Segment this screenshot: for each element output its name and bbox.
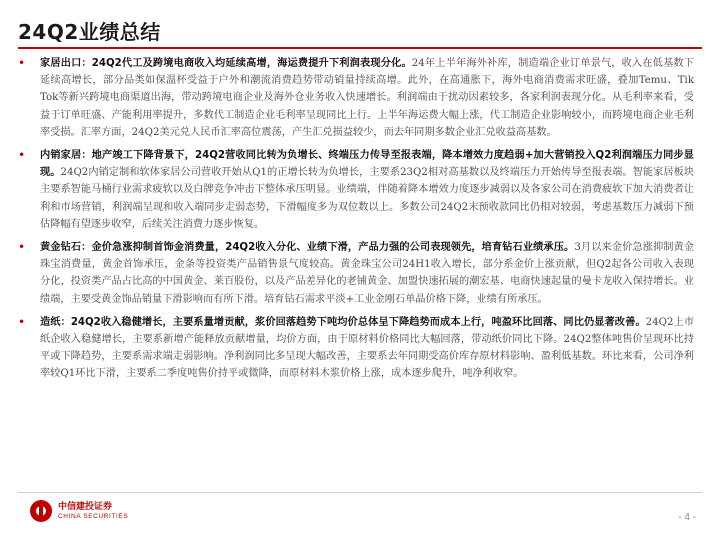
logo-en: CHINA SECURITIES [58,512,129,520]
bullet-lead: 家居出口：24Q2代工及跨境电商收入均延续高增，海运费提升下利润表现分化。 [40,58,412,69]
logo-text [58,502,128,521]
company-logo [30,500,128,522]
logo-cn: 中信建投证券 [58,501,113,512]
bullet-lead: 黄金钻石：金价急涨抑制首饰金消费量，24Q2收入分化、业绩下滑，产品力强的公司表现领先，培育钻石业绩承压。 [40,242,575,254]
page-title: 24Q2业绩总结 [18,20,161,44]
bullet-paragraph [40,147,694,233]
bullet-item [14,314,694,383]
bullet-item [14,239,694,308]
bullet-icon: • [18,314,26,329]
bullet-paragraph [40,239,694,308]
bullet-body: 24Q2内销定制和软体家居公司营收开始从Q1的正增长转为负增长，主要系23Q2相对高基数以及终端压力开始传导至报表端。智能家居板块主要系智能马桶行业需求疲软以及白牌竞争冲击下整体承压明显。业绩端，伴随着降本增效力度逐步减弱以及各家公司在消费疲软下加大消费者让利和市场营销，利润端呈现和收入端同步走弱态势，下滑幅度多为双位数以上。多数公司24Q2末预收款同比仍相对较弱，考虑基数压力减弱下预估降幅有望逐步收窄，后续关注消费力逐步恢复。 [40,167,695,230]
bullet-lead: 造纸：24Q2收入稳健增长，主要系量增贡献，浆价回落趋势下吨均价总体呈下降趋势而成本上行，吨盈环比回落、同比仍显著改善。 [40,316,646,328]
bullet-lead: 内销家居：地产竣工下降背景下，24Q2营收同比转为负增长、终端压力传导至报表端，降本增效力度趋弱+加大营销投入Q2利润端压力同步显现。 [40,150,694,179]
footer-divider [18,492,702,493]
bullet-paragraph [40,55,694,141]
content-area [14,55,694,389]
bullet-icon: • [18,56,26,70]
bullet-icon: • [18,240,26,255]
bullet-icon: • [18,148,26,163]
bullet-body: 3月以来金价急涨抑制黄金珠宝消费量，黄金首饰承压，金条等投资类产品销售景气度较高。黄金珠宝公司24H1收入增长，部分系金价上涨贡献，但Q2起各公司收入表现分化，投资类产品占比高的中国黄金、莱百股份，以及产品差异化的老铺黄金、加盟快速拓展的潮宏基、电商快速起量的曼卡龙收入保持增长。业绩端，主要受黄金饰品销量下滑影响而有所下滑。培育钻石需求平淡+工业金刚石单晶价格下降，业绩有所承压。 [40,242,694,305]
bullet-paragraph [40,314,694,383]
bullet-item [14,147,694,233]
logo-mark-icon [30,500,52,522]
page-number: - 4 - [678,512,696,523]
bullet-body: 24年上半年海外补库，制造端企业订单景气，收入在低基数下延续高增长，部分品类如保温杯受益于户外和潮流消费趋势带动销量持续高增。此外，在高通胀下，海外电商消费需求旺盛，叠加Temu、Tik Tok等新兴跨境电商渠道出海，带动跨境电商企业及海外仓业务收入快速增长。利润端由于扰动因素较多，各家利润表现分化。从毛利率来看，受益于订单旺盛、产能利用率提升，多数代工制造企业毛利率呈现同比上行。上半年海运费大幅上涨，代工制造企业影响较小，而跨境电商企业毛利率受损。汇率方面，24Q2美元兑人民币汇率高位震荡，产生汇兑损益较少，而去年同期多数企业汇兑收益高基数。 [40,58,694,138]
bullet-body: 24Q2上市纸企收入稳健增长，主要系新增产能释放贡献增量，均价方面，由于原材料价格同比大幅回落，带动纸价同比下降。24Q2整体吨售价呈现环比持平或下降趋势，主要系需求端走弱影响。净利润同比多呈现大幅改善，主要系去年同期受高价库存原材料影响、盈利低基数。环比来看，公司净利率较Q1环比下滑，主要系二季度吨售价持平或微降，而原材料木浆价格上涨，成本逐步爬升，吨净利收窄。 [40,316,695,380]
bullet-item [14,55,694,141]
title-divider [18,47,702,49]
